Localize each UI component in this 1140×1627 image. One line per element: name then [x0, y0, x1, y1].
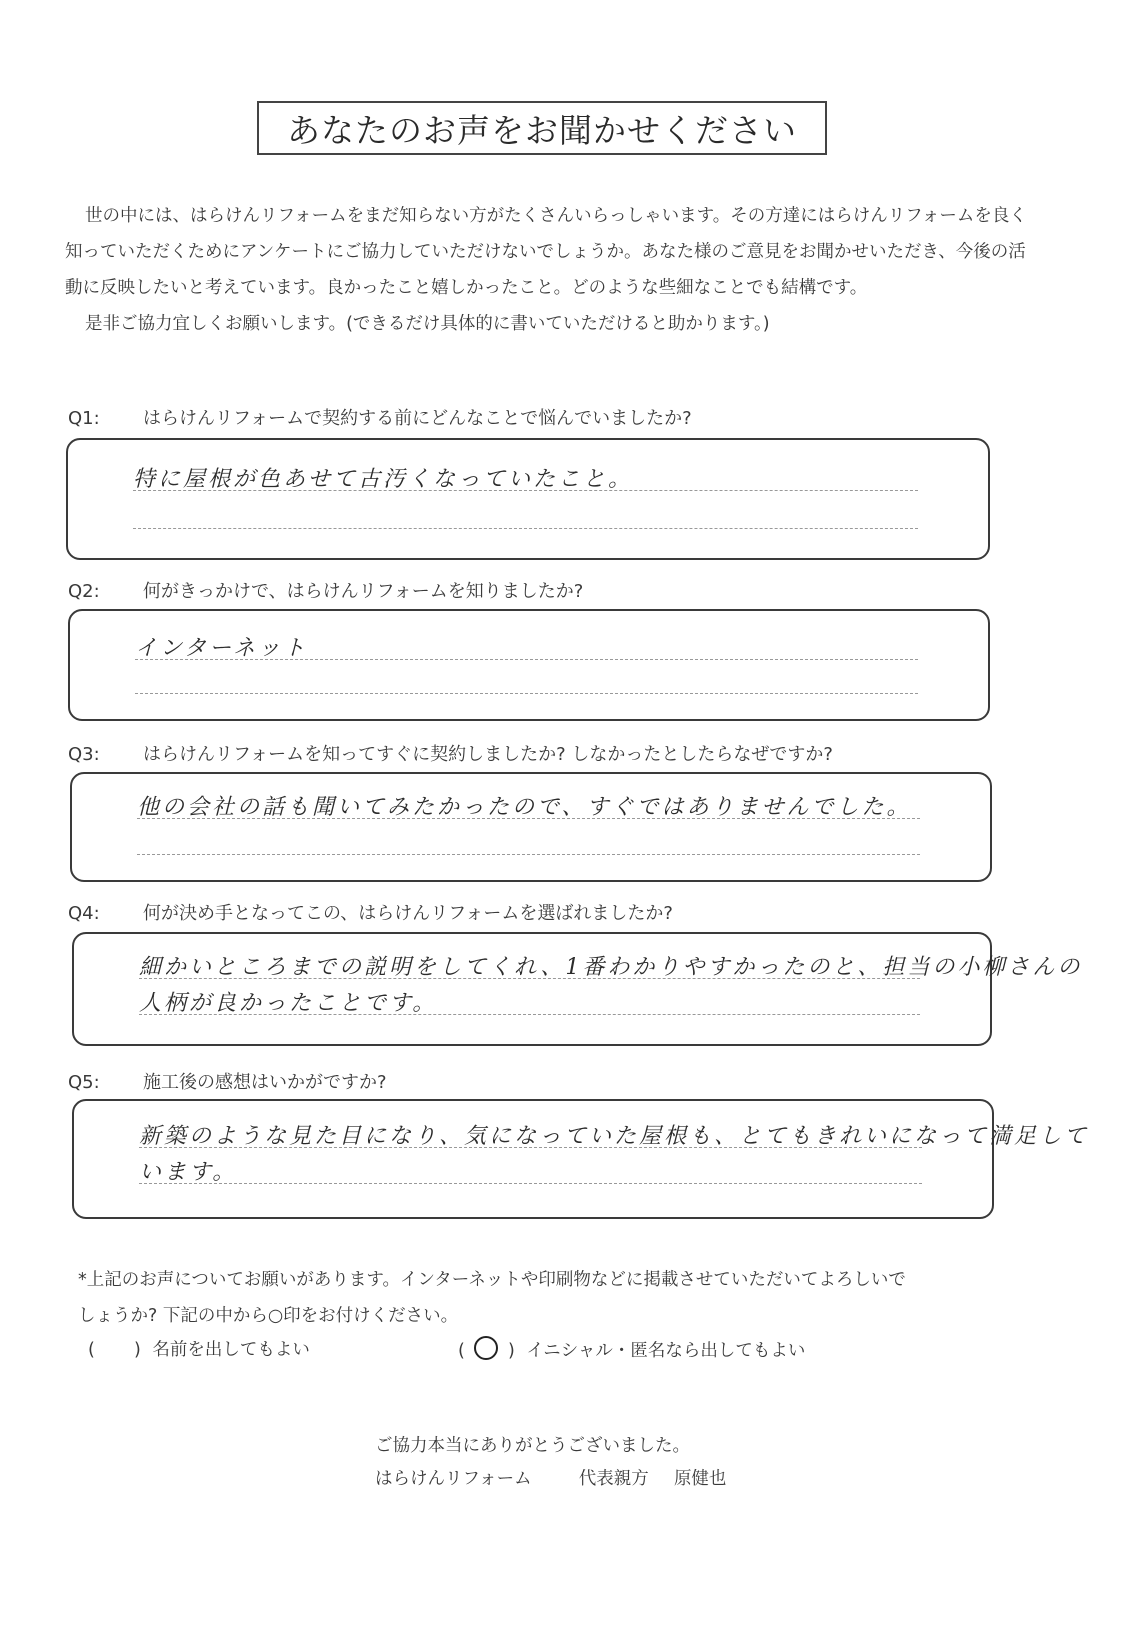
circle-mark-icon — [474, 1336, 498, 1360]
question-5 — [68, 1068, 387, 1094]
representative-title: 代表親方 — [578, 1469, 649, 1489]
question-text: 施工後の感想はいかがですか? — [143, 1072, 387, 1093]
option-name-ok[interactable] — [88, 1336, 310, 1361]
answer-line — [133, 508, 918, 529]
option-close-paren: ) — [133, 1340, 141, 1360]
intro-paragraph-1: 世の中には、はらけんリフォームをまだ知らない方がたくさんいらっしゃいます。その方達にはらけんリフォームを良く知っていただくためにアンケートにご協力していただけないでしょうか。あなた様のご意見をお聞かせいただき、今後の活動に反映したいと考えています。良かったこと嬉しかったこと。どのような些細なことでも結構です。 — [65, 206, 1027, 298]
publication-notice — [78, 1262, 1038, 1334]
question-text: 何がきっかけで、はらけんリフォームを知りましたか? — [143, 581, 584, 602]
option-open-paren: ( — [88, 1340, 95, 1360]
question-text: はらけんリフォームを知ってすぐに契約しましたか? しなかったとしたらなぜですか? — [143, 744, 833, 765]
question-2 — [68, 577, 583, 603]
option-label: 名前を出してもよい — [152, 1340, 310, 1360]
intro-paragraph-2: 是非ご協力宜しくお願いします。(できるだけ具体的に書いていただけると助かります。) — [85, 314, 770, 334]
question-text: 何が決め手となってこの、はらけんリフォームを選ばれましたか? — [143, 903, 673, 924]
option-close-paren: ) — [507, 1341, 515, 1361]
answer-line: インターネット — [135, 639, 918, 660]
question-number: Q4: — [68, 903, 100, 924]
representative-name: 原健也 — [673, 1469, 727, 1489]
answer-box-5 — [72, 1099, 1090, 1219]
option-open-paren: ( — [458, 1341, 465, 1361]
answer-box-3 — [70, 772, 992, 882]
question-number: Q1: — [68, 408, 100, 429]
answer-line — [137, 834, 920, 855]
option-label: イニシャル・匿名なら出してもよい — [526, 1341, 806, 1361]
notice-line-2: しょうか? 下記の中から○印をお付けください。 — [78, 1306, 459, 1326]
intro-text — [65, 198, 1035, 342]
question-text: はらけんリフォームで契約する前にどんなことで悩んでいましたか? — [143, 408, 692, 429]
answer-line: 新築のような見た目になり、気になっていた屋根も、とてもきれいになって満足して — [139, 1124, 1090, 1149]
answer-box-2 — [68, 609, 990, 721]
answer-line: 人柄が良かったことです。 — [139, 994, 920, 1015]
answer-line — [135, 673, 918, 694]
company-name: はらけんリフォーム — [375, 1469, 532, 1489]
answer-line: います。 — [139, 1163, 922, 1184]
question-number: Q5: — [68, 1072, 100, 1093]
answer-box-1 — [66, 438, 990, 560]
title-box — [257, 101, 827, 155]
question-1 — [68, 404, 692, 430]
answer-line: 細かいところまでの説明をしてくれ、1番わかりやすかったのと、担当の小柳さんの — [139, 955, 1083, 980]
question-3 — [68, 740, 833, 766]
page-title: あなたのお声をお聞かせください — [287, 110, 797, 150]
answer-line: 他の会社の話も聞いてみたかったので、すぐではありませんでした。 — [137, 798, 920, 819]
question-number: Q2: — [68, 581, 100, 602]
notice-line-1: *上記のお声についてお願いがあります。インターネットや印刷物などに掲載させていただいてよろしいで — [78, 1270, 906, 1290]
question-number: Q3: — [68, 744, 100, 765]
closing-signature — [375, 1465, 726, 1490]
answer-box-4 — [72, 932, 1083, 1046]
answer-line: 特に屋根が色あせて古汚くなっていたこと。 — [133, 470, 918, 491]
option-initial-anonymous[interactable] — [458, 1336, 805, 1362]
closing-thanks: ご協力本当にありがとうございました。 — [375, 1436, 690, 1456]
question-4 — [68, 899, 673, 925]
